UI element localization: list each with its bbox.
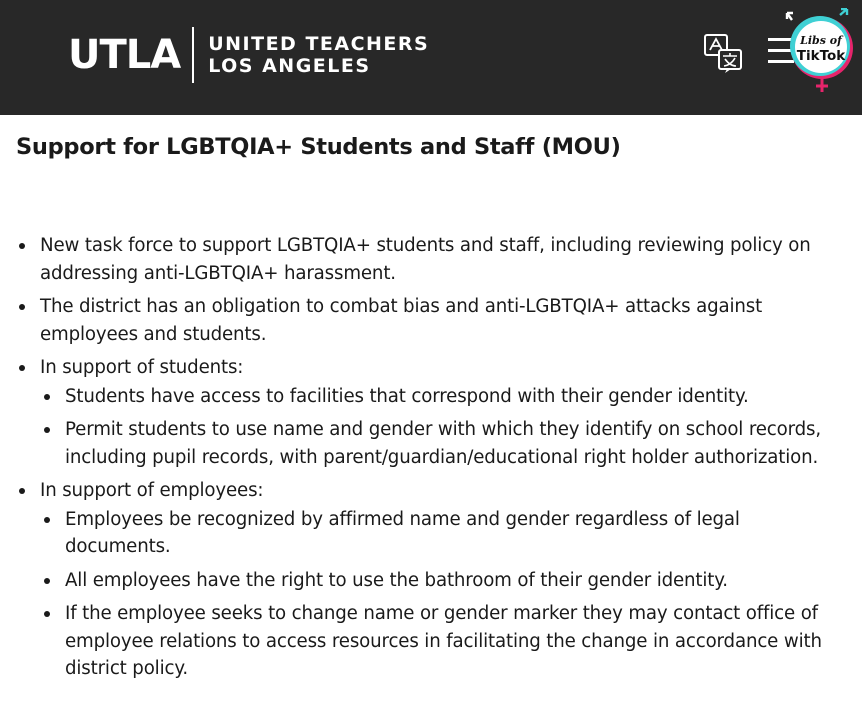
brand-name-line1: UNITED TEACHERS: [208, 33, 430, 55]
brand-mark: UTLA: [68, 32, 181, 78]
sub-list-item: [65, 600, 840, 683]
utla-logo[interactable]: [68, 27, 429, 83]
sub-list-item-text: Employees be recognized by affirmed name and gender regardless of legal documents.: [65, 508, 740, 557]
brand-name: [208, 33, 429, 77]
translate-icon[interactable]: [703, 32, 745, 74]
brand-name-line2: LOS ANGELES: [208, 55, 371, 77]
brand-divider: [192, 27, 194, 83]
list-item-text: In support of employees:: [40, 480, 264, 501]
list-item: [40, 477, 840, 683]
list-item: [40, 354, 840, 471]
sub-list-item: [65, 567, 840, 595]
list-item: [40, 293, 840, 348]
sub-list-item-text: All employees have the right to use the bathroom of their gender identity.: [65, 569, 728, 591]
sub-list-item-text: Students have access to facilities that correspond with their gender identity.: [65, 385, 749, 407]
sub-list-item: [65, 416, 840, 471]
watermark-line2: TikTok: [796, 48, 846, 64]
list-item-text: The district has an obligation to combat bias and anti-LGBTQIA+ attacks against employees and students.: [40, 296, 763, 345]
sub-list-item-text: Permit students to use name and gender with which they identify on school records, including pupil records, with parent/guardian/educational right holder authorization.: [65, 419, 821, 468]
students-sublist: [40, 383, 840, 472]
site-header: [0, 0, 862, 115]
watermark-line1: Libs of: [800, 34, 842, 47]
list-item-text: New task force to support LGBTQIA+ students and staff, including reviewing policy on addressing anti-LGBTQIA+ harassment.: [40, 235, 811, 284]
libs-of-tiktok-watermark: [784, 8, 856, 96]
page-title: Support for LGBTQIA+ Students and Staff (MOU): [16, 134, 621, 160]
list-item: [40, 232, 840, 287]
mou-list: [0, 232, 840, 689]
sub-list-item-text: If the employee seeks to change name or gender marker they may contact office of employee relations to access resources in facilitating the change in accordance with district policy.: [65, 603, 822, 679]
employees-sublist: [40, 506, 840, 683]
sub-list-item: [65, 383, 840, 411]
list-item-text: In support of students:: [40, 357, 244, 378]
sub-list-item: [65, 506, 840, 561]
